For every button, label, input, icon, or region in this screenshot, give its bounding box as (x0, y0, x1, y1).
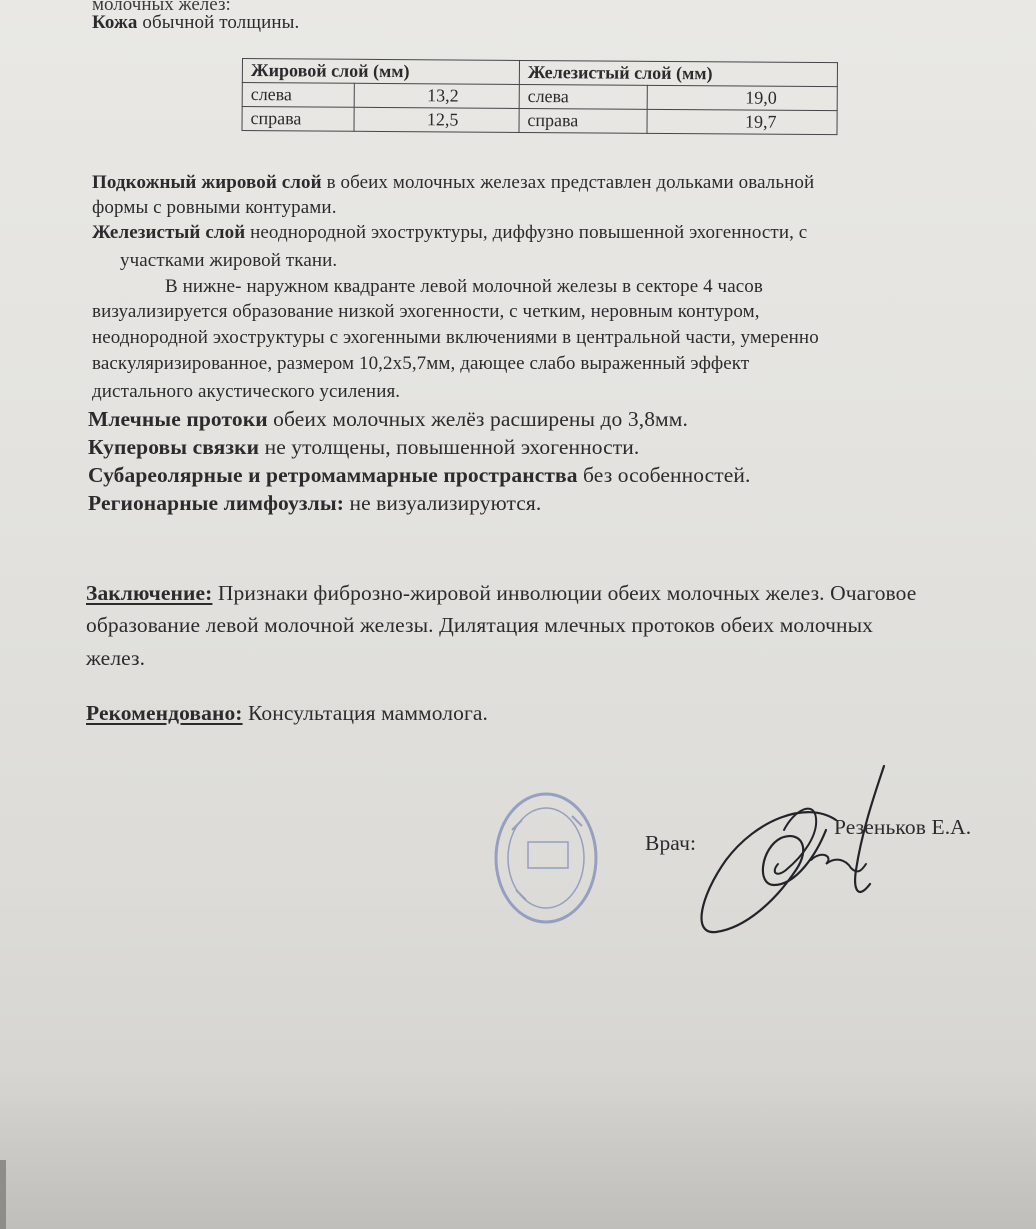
gland-layer-header: Железистый слой (мм) (519, 60, 837, 86)
ducts-line (88, 408, 688, 430)
conclusion-line-1 (86, 582, 916, 604)
recommendation-text: Консультация маммолога. (242, 701, 489, 725)
row-right-label-right: справа (519, 108, 647, 133)
doctor-label: Врач: (645, 831, 697, 855)
ducts-label: Млечные протоки (88, 407, 268, 431)
finding-line-1: В нижне- наружном квадранте левой молочной железы в секторе 4 часов (165, 276, 763, 297)
skin-line (92, 12, 299, 34)
page-shadow (0, 1069, 1036, 1229)
conclusion-line-3: желез. (86, 646, 146, 670)
finding-line-2: визуализируется образование низкой эхогенности, с четким, неровным контуром, (92, 301, 760, 322)
doctor-name: Резеньков Е.А. (834, 815, 972, 839)
fat-label: Подкожный жировой слой (92, 172, 322, 193)
subareolar-text: без особенностей. (577, 463, 751, 487)
conclusion-text-1: Признаки фиброзно-жировой инволюции обеих молочных желез. Очаговое (212, 581, 917, 605)
gland-line-1 (92, 222, 807, 244)
subareolar-label: Субареолярные и ретромаммарные пространства (88, 463, 578, 487)
fat-line-1 (92, 172, 814, 194)
subareolar-line (88, 464, 751, 486)
fat-right-value: 12,5 (354, 107, 519, 132)
skin-label: Кожа (92, 12, 138, 33)
lymph-line (88, 492, 541, 514)
fat-layer-header: Жировой слой (мм) (242, 59, 519, 85)
cut-off-line: молочных желез: (92, 0, 231, 15)
cooper-text: не утолщены, повышенной эхогенности. (259, 435, 640, 459)
clinic-stamp (492, 790, 600, 926)
row-left-label-right: слева (519, 84, 647, 109)
fat-text-1: в обеих молочных железах представлен дольками овальной (321, 172, 815, 193)
finding-line-3: неоднородной эхоструктуры с эхогенными включениями в центральной части, умеренно (92, 327, 819, 348)
cooper-line (88, 436, 639, 458)
skin-text: обычной толщины. (137, 12, 300, 33)
lymph-label: Регионарные лимфоузлы: (88, 491, 344, 515)
row-left-label: слева (242, 83, 354, 108)
finding-line-5: дистального акустического усиления. (92, 381, 401, 402)
conclusion-label: Заключение: (86, 581, 213, 605)
gland-label: Железистый слой (92, 222, 246, 243)
row-right-label: справа (242, 107, 354, 132)
recommendation-label: Рекомендовано: (86, 701, 243, 725)
table-row (242, 107, 837, 135)
gland-text-1: неоднородной эхоструктуры, диффузно повышенной эхогенности, с (245, 222, 808, 243)
lymph-text: не визуализируются. (343, 491, 542, 515)
gland-left-value: 19,0 (647, 85, 837, 110)
fat-left-value: 13,2 (354, 83, 519, 108)
recommendation-line (86, 702, 488, 724)
finding-line-4: васкуляризированное, размером 10,2х5,7мм, дающее слабо выраженный эффект (92, 353, 750, 374)
conclusion-line-2: образование левой молочной железы. Дилятация млечных протоков обеих молочных (86, 613, 874, 637)
gland-line-2: участками жировой ткани. (120, 250, 338, 271)
ducts-text: обеих молочных желёз расширены до 3,8мм. (267, 407, 688, 431)
cooper-label: Куперовы связки (88, 435, 260, 459)
page-fold (0, 1160, 6, 1229)
thickness-table (241, 58, 837, 135)
gland-right-value: 19,7 (647, 109, 837, 134)
fat-line-2: формы с ровными контурами. (92, 197, 337, 218)
doctor-signature (686, 760, 906, 940)
